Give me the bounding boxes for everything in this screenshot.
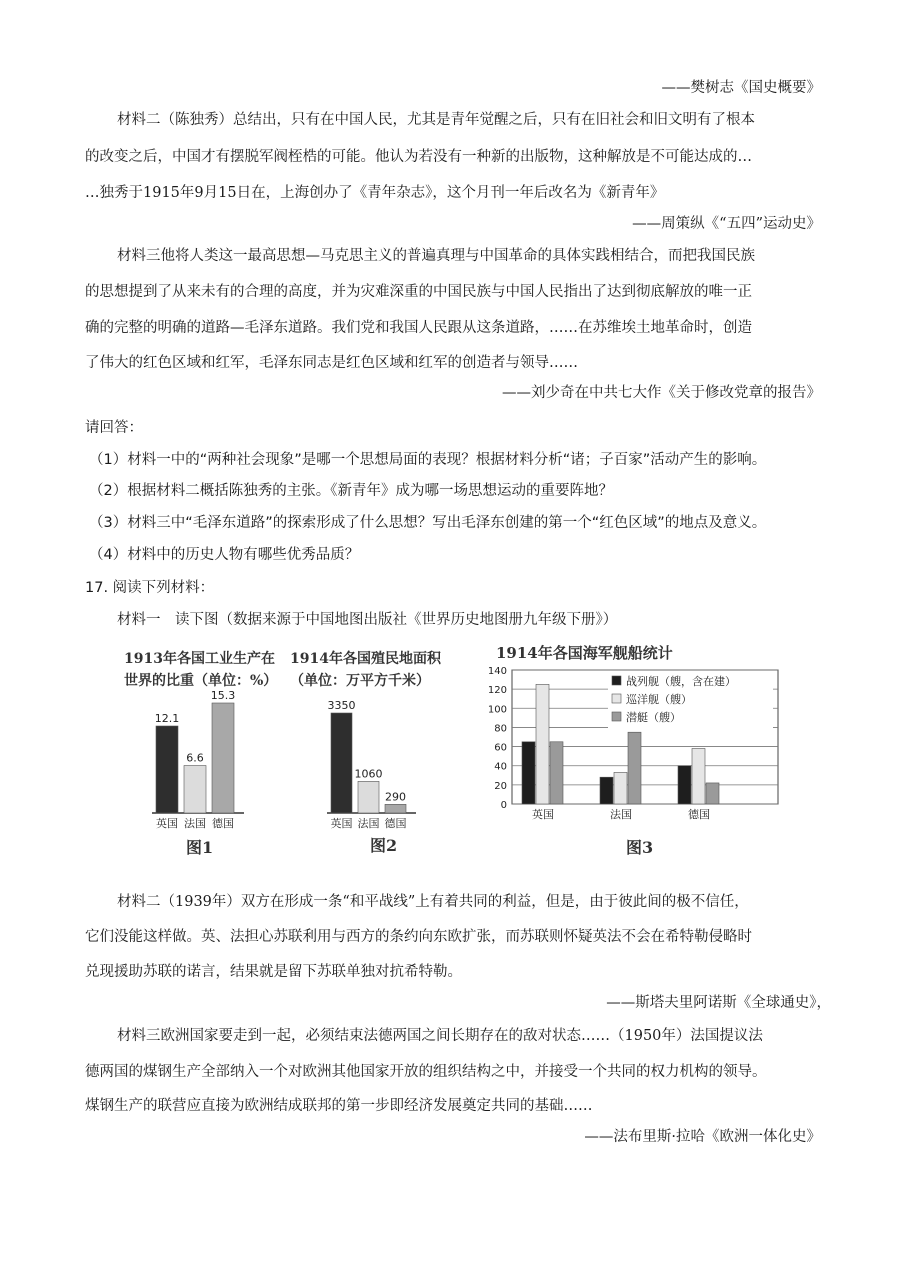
- chart-3-bar-1-1: [614, 772, 627, 804]
- chart-3-category-label-0: 英国: [532, 808, 554, 821]
- question-2: （2）根据材料二概括陈独秀的主张。《新青年》成为哪一场思想运动的重要阵地？: [89, 483, 613, 499]
- material3b-line-1: 材料三欧洲国家要走到一起，必须结束法德两国之间长期存在的敌对状态……（1950年）法国提议法: [117, 1028, 763, 1044]
- chart-1-value-label-0: 12.1: [154, 712, 180, 726]
- material2b-line-1: 材料二（1939年）双方在形成一条“和平战线”上有着共同的利益，但是，由于彼此间的极不信任，: [117, 894, 749, 910]
- chart-3-title: 1914年各国海军舰船统计: [496, 644, 673, 662]
- chart-1-bar-2: [212, 703, 234, 813]
- chart-2-figure-label: 图2: [370, 836, 398, 855]
- question-17-heading: 17. 阅读下列材料：: [85, 580, 215, 596]
- chart-3-y-tick-6: 120: [487, 685, 507, 697]
- chart-3-category-label-1: 法国: [610, 808, 632, 821]
- chart-3-legend-label-2: 潜艇（艘）: [626, 711, 681, 724]
- material3b-line-2: 德两国的煤钢生产全部纳入一个对欧洲其他国家开放的组织结构之中，并接受一个共同的权力机构的领导。: [85, 1064, 767, 1080]
- chart-1-value-label-1: 6.6: [186, 751, 204, 765]
- material3-line-1: 材料三他将人类这一最高思想—马克思主义的普遍真理与中国革命的具体实践相结合，而把我国民族: [117, 248, 755, 264]
- chart-3-y-tick-5: 100: [487, 704, 507, 716]
- chart-3-bar-0-2: [550, 742, 563, 804]
- chart-2-value-label-1: 1060: [354, 767, 383, 781]
- chart-3-y-tick-4: 80: [494, 723, 507, 735]
- chart-3-bar-1-0: [600, 777, 613, 804]
- chart-3-y-tick-0: 0: [500, 800, 507, 811]
- chart-3-figure-label: 图3: [626, 838, 654, 857]
- chart-3-legend-label-1: 巡洋舰（艘）: [626, 693, 692, 706]
- citation-2: ——周策纵《“五四”运动史》: [632, 216, 821, 232]
- chart-2-value-label-0: 3350: [327, 699, 356, 712]
- question-4: （4）材料中的历史人物有哪些优秀品质？: [89, 547, 360, 563]
- chart-3-y-tick-1: 20: [494, 780, 507, 792]
- chart-3-bar-0-0: [522, 742, 535, 804]
- chart-3-legend-swatch-1: [612, 694, 621, 703]
- chart-3-legend-swatch-0: [612, 676, 621, 685]
- chart-1-bar-0: [156, 726, 178, 813]
- material1-intro: 材料一 读下图（数据来源于中国地图出版社《世界历史地图册九年级下册》）: [117, 612, 618, 628]
- chart-3-y-tick-7: 140: [487, 666, 507, 677]
- chart-2-value-label-2: 290: [385, 790, 406, 804]
- chart-3-bar-2-2: [706, 783, 719, 804]
- chart-3-legend-swatch-2: [612, 712, 621, 721]
- chart-3-y-tick-3: 60: [494, 742, 507, 754]
- chart-3-legend-label-0: 战列舰（艘，含在建）: [626, 675, 736, 688]
- chart-3-plot: [478, 662, 788, 842]
- chart-2-category-label-2: 德国: [384, 817, 407, 830]
- chart-3-category-label-2: 德国: [688, 808, 710, 821]
- citation-1: ——樊树志《国史概要》: [661, 80, 821, 96]
- chart-1-title-line-2: 世界的比重（单位：%）: [124, 673, 278, 689]
- chart-2-bar-1: [358, 781, 379, 813]
- citation-4: ——斯塔夫里阿诺斯《全球通史》，: [606, 995, 831, 1011]
- chart-2-title-line-2: （单位：万平方千米）: [290, 673, 430, 689]
- chart-2-bar-2: [385, 804, 406, 813]
- chart-3: [478, 640, 788, 860]
- material3-line-2: 的思想提到了从来未有的合理的高度，并为灾难深重的中国民族与中国人民指出了达到彻底解放的唯一正: [85, 284, 752, 300]
- material3-line-4: 了伟大的红色区域和红军，毛泽东同志是红色区域和红军的创造者与领导……: [85, 355, 578, 371]
- question-1: （1）材料一中的“两种社会现象”是哪一个思想局面的表现？根据材料分析“诸；子百家”活动产生的影响。: [89, 452, 767, 468]
- chart-3-y-tick-2: 40: [494, 761, 507, 773]
- chart-1-value-label-2: 15.3: [210, 689, 236, 702]
- chart-1-category-label-1: 法国: [184, 817, 206, 830]
- material2b-line-2: 它们没能这样做。英、法担心苏联利用与西方的条约向东欧扩张，而苏联则怀疑英法不会在希特勒侵略时: [85, 929, 752, 945]
- material2-line-3: …独秀于1915年9月15日在，上海创办了《青年杂志》，这个月刊一年后改名为《新青年》: [85, 185, 665, 201]
- chart-3-bar-2-1: [692, 748, 705, 804]
- ask-prompt: 请回答：: [85, 420, 143, 436]
- chart-2: [288, 648, 468, 858]
- chart-1-category-label-2: 德国: [212, 817, 234, 830]
- chart-1-bar-1: [184, 766, 206, 813]
- question-3: （3）材料三中“毛泽东道路”的探索形成了什么思想？写出毛泽东创建的第一个“红色区域”的地点及意义。: [89, 515, 767, 531]
- material3b-line-3: 煤钢生产的联营应直接为欧洲结成联邦的第一步即经济发展奠定共同的基础……: [85, 1098, 593, 1114]
- chart-1-title-line-1: 1913年各国工业生产在: [124, 651, 275, 667]
- chart-2-category-label-1: 法国: [357, 817, 380, 830]
- material3-line-3: 确的完整的明确的道路—毛泽东道路。我们党和我国人民跟从这条道路，……在苏维埃土地革命时，创造: [85, 320, 752, 336]
- citation-3: ——刘少奇在中共七大作《关于修改党章的报告》: [502, 385, 821, 401]
- chart-2-title-line-1: 1914年各国殖民地面积: [290, 651, 441, 667]
- material2b-line-3: 兑现援助苏联的诺言，结果就是留下苏联单独对抗希特勒。: [85, 964, 462, 980]
- chart-1-category-label-0: 英国: [156, 817, 178, 830]
- chart-3-bar-1-2: [628, 732, 641, 804]
- chart-3-bar-0-1: [536, 684, 549, 804]
- material2-line-1: 材料二（陈独秀）总结出，只有在中国人民，尤其是青年觉醒之后，只有在旧社会和旧文明有了根本: [117, 112, 755, 128]
- material2-line-2: 的改变之后，中国才有摆脱军阀桎梏的可能。他认为若没有一种新的出版物，这种解放是不可能达成的…: [85, 149, 752, 165]
- chart-2-category-label-0: 英国: [330, 817, 353, 830]
- chart-1-figure-label: 图1: [186, 838, 214, 857]
- chart-2-bar-0: [331, 713, 352, 813]
- citation-5: ——法布里斯·拉哈《欧洲一体化史》: [584, 1129, 821, 1145]
- chart-3-bar-2-0: [678, 766, 691, 804]
- chart-1: [118, 648, 286, 858]
